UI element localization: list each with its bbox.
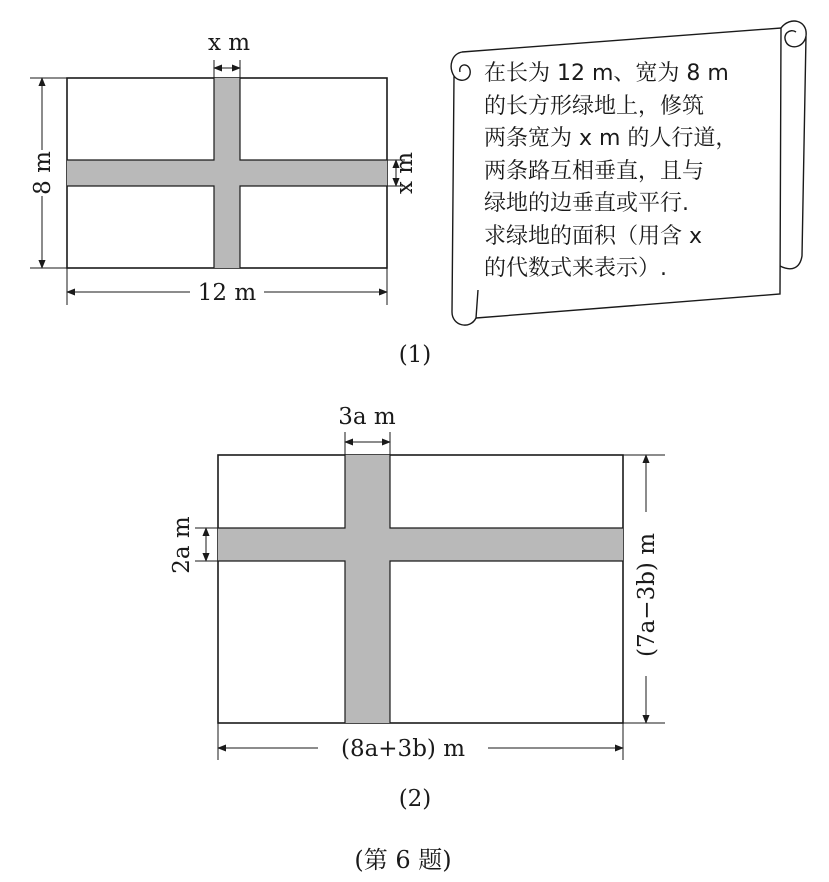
length-label-1: 12 m [197, 280, 257, 306]
scroll-left-roll [451, 52, 478, 325]
height-label-2: (7a−3b) m [634, 532, 660, 658]
problem-title: (第 6 题) [354, 846, 452, 874]
path-width-label-1: x m [207, 30, 251, 56]
path-width-label-1-right: x m [392, 151, 418, 195]
figure-1 [30, 30, 431, 368]
vertical-path-2 [345, 455, 390, 723]
note-line: 求绿地的面积（用含 x [484, 223, 703, 249]
note-line: 两条路互相垂直，且与 [484, 158, 705, 184]
caption-2: (2) [398, 786, 432, 812]
note-line: 两条宽为 x m 的人行道， [484, 126, 738, 151]
horizontal-path-1 [67, 160, 387, 186]
note-line: 的长方形绿地上，修筑 [484, 93, 705, 119]
horizontal-path-2 [218, 528, 623, 561]
vertical-path-label-2: 3a m [338, 404, 396, 430]
height-label-1: 8 m [30, 151, 56, 195]
lawn-2 [218, 455, 623, 723]
scroll-note-text [484, 58, 792, 286]
note-line: 的代数式来表示）. [484, 256, 667, 281]
horizontal-path-label-2: 2a m [169, 516, 195, 574]
caption-1: (1) [398, 342, 432, 368]
note-line: 绿地的边垂直或平行. [484, 191, 689, 216]
length-label-2: (8a+3b) m [340, 736, 466, 762]
note-line: 在长为 12 m、宽为 8 m [484, 61, 729, 86]
figure-2 [169, 404, 665, 812]
